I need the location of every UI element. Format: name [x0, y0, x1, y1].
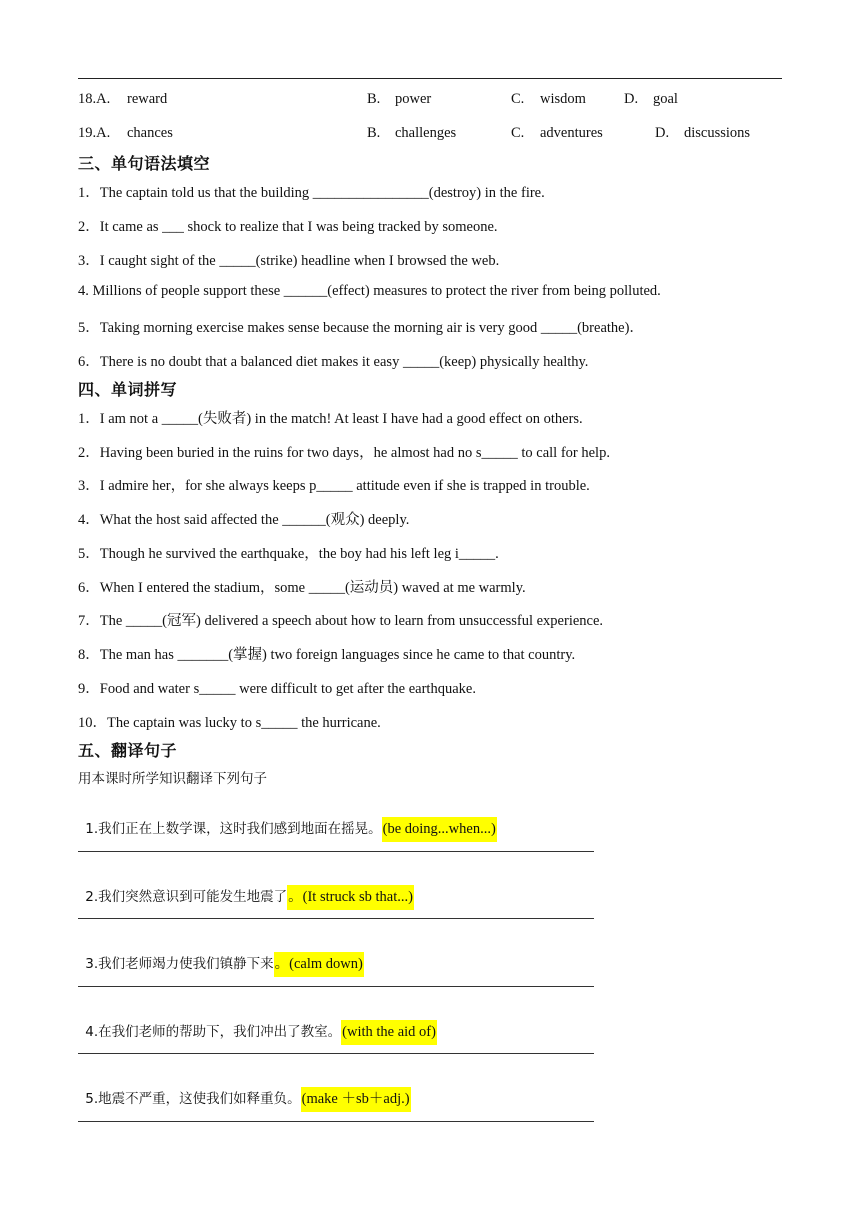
answer-line: [78, 1121, 594, 1122]
choice-row-19: [78, 125, 782, 147]
choice-number: 19.A.: [78, 125, 111, 141]
translation-hint: (be doing...when...): [382, 817, 497, 842]
choice-b-label: B.: [367, 125, 381, 141]
grammar-item: 1．The captain told us that the building ________________(destroy) in the fire.: [78, 185, 545, 201]
section-title-grammar: 三、单句语法填空: [78, 154, 211, 173]
spelling-item: 2．Having been buried in the ruins for two days，he almost had no s_____ to call for help.: [78, 445, 610, 461]
translation-hint: (with the aid of): [341, 1020, 437, 1045]
header-rule: [78, 78, 782, 79]
choice-a: chances: [127, 125, 173, 141]
answer-line: [78, 851, 594, 852]
translation-prompt: 3.我们老师竭力使我们镇静下来: [85, 956, 274, 972]
spelling-item: 1．I am not a _____(失败者) in the match! At least I have had a good effect on others.: [78, 411, 583, 427]
translation-item-4: [78, 1003, 437, 1041]
grammar-item: 6．There is no doubt that a balanced diet makes it easy _____(keep) physically healthy.: [78, 354, 589, 370]
translation-hint: 。(It struck sb that...): [287, 885, 414, 910]
choice-b-label: B.: [367, 91, 381, 107]
grammar-item: 3．I caught sight of the _____(strike) headline when I browsed the web.: [78, 253, 500, 269]
answer-line: [78, 986, 594, 987]
spelling-item: 9．Food and water s_____ were difficult to get after the earthquake.: [78, 681, 476, 697]
choice-c: wisdom: [540, 91, 586, 107]
choice-d: goal: [653, 91, 678, 107]
translation-prompt: 4.在我们老师的帮助下，我们冲出了教室。: [85, 1024, 342, 1040]
choice-row-18: [78, 91, 782, 113]
translation-item-3: [78, 935, 364, 973]
grammar-item: 4. Millions of people support these ______(effect) measures to protect the river from being polluted.: [78, 283, 661, 299]
translation-hint: (make ＋sb＋adj.): [301, 1087, 411, 1112]
answer-line: [78, 1053, 594, 1054]
section-title-translation: 五、翻译句子: [78, 741, 178, 760]
choice-c-label: C.: [511, 125, 525, 141]
translation-prompt: 5.地震不严重，这使我们如释重负。: [85, 1091, 301, 1107]
translation-item-1: [78, 800, 497, 838]
choice-d-label: D.: [655, 125, 670, 141]
choice-b: challenges: [395, 125, 457, 141]
spelling-item: 10．The captain was lucky to s_____ the hurricane.: [78, 715, 381, 731]
translation-instruction: 用本课时所学知识翻译下列句子: [78, 771, 267, 787]
translation-item-5: [78, 1070, 411, 1108]
grammar-item: 2．It came as ___ shock to realize that I was being tracked by someone.: [78, 219, 498, 235]
choice-c: adventures: [540, 125, 603, 141]
spelling-item: 7．The _____(冠军) delivered a speech about how to learn from unsuccessful experience.: [78, 613, 604, 629]
spelling-item: 8．The man has _______(掌握) two foreign languages since he came to that country.: [78, 647, 576, 663]
grammar-item: 5．Taking morning exercise makes sense because the morning air is very good _____(breathe)．: [78, 320, 644, 336]
translation-prompt: 2.我们突然意识到可能发生地震了: [85, 889, 288, 905]
choice-a: reward: [127, 91, 168, 107]
choice-d-label: D.: [624, 91, 639, 107]
spelling-item: 5．Though he survived the earthquake，the boy had his left leg i_____.: [78, 546, 499, 562]
translation-hint: 。(calm down): [274, 952, 364, 977]
translation-prompt: 1.我们正在上数学课，这时我们感到地面在摇晃。: [85, 821, 382, 837]
translation-item-2: [78, 868, 414, 906]
answer-line: [78, 918, 594, 919]
choice-c-label: C.: [511, 91, 525, 107]
choice-b: power: [395, 91, 432, 107]
choice-number: 18.A.: [78, 91, 111, 107]
spelling-item: 6．When I entered the stadium，some _____(运动员) waved at me warmly.: [78, 580, 526, 596]
spelling-item: 4．What the host said affected the ______(观众) deeply.: [78, 512, 410, 528]
spelling-item: 3．I admire her，for she always keeps p_____ attitude even if she is trapped in trouble.: [78, 478, 590, 494]
section-title-spelling: 四、单词拼写: [78, 380, 178, 399]
choice-d: discussions: [684, 125, 751, 141]
